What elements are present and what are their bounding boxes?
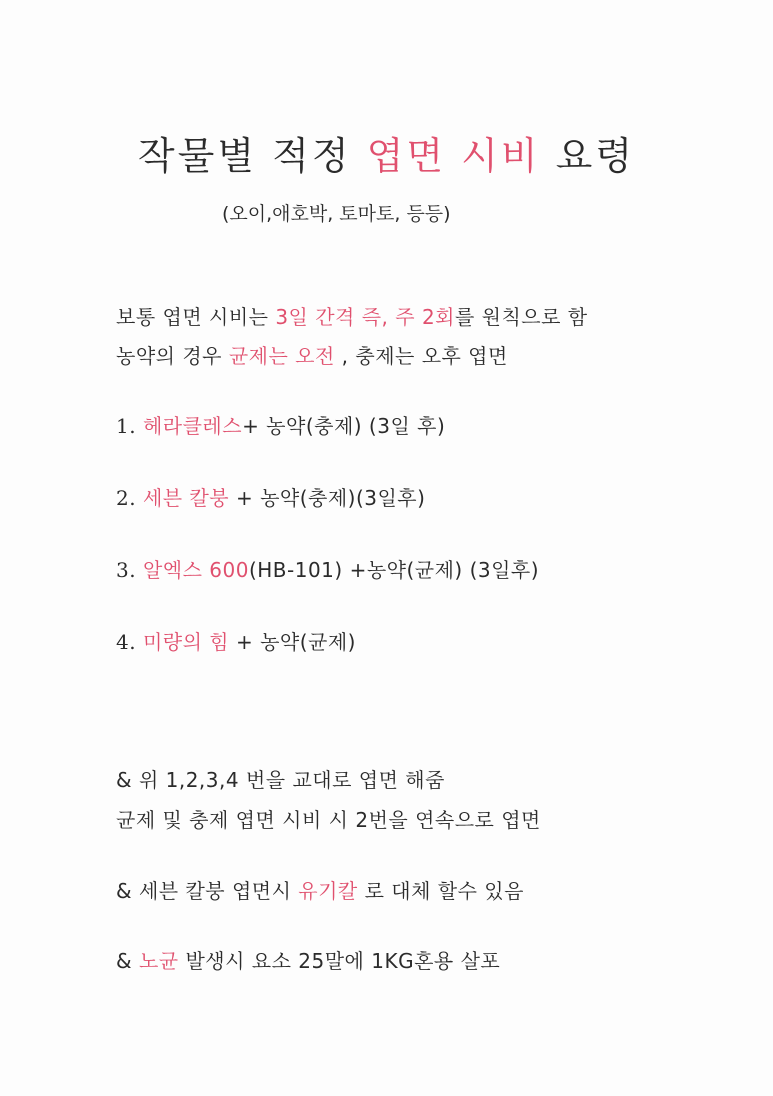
intro-line-1-text: 보통 엽면 시비는: [116, 305, 269, 329]
list-item-text: + 농약(충제)(3일후): [235, 486, 426, 510]
note-1a: & 위 1,2,3,4 번을 교대로 엽면 해줌: [116, 768, 445, 792]
list-item-text: (HB-101) +농약(균제) (3일후): [248, 558, 540, 582]
list-item-text: + 농약(균제): [235, 630, 356, 654]
list-item-2: [116, 483, 425, 513]
note-1b: 균제 및 충제 엽면 시비 시 2번을 연속으로 엽면: [116, 808, 541, 832]
list-item-number: 4.: [116, 630, 137, 654]
note-3: [116, 946, 500, 976]
title-highlight: 엽면 시비: [366, 134, 541, 178]
intro-line-1-highlight: 3일 간격 즉, 주 2회: [275, 305, 455, 329]
intro-line-1-rest: 를 원칙으로 함: [454, 305, 588, 329]
note-2: [116, 876, 524, 906]
note-2-text: & 세븐 칼붕 엽면시: [116, 879, 292, 903]
note-2-rest: 로 대체 할수 있음: [364, 879, 524, 903]
list-item-number: 2.: [116, 486, 137, 510]
list-item-number: 1.: [116, 414, 137, 438]
note-2-highlight: 유기칼: [298, 879, 358, 903]
page-subtitle: (오이,애호박, 토마토, 등등): [222, 203, 451, 225]
list-item-number: 3.: [116, 558, 137, 582]
list-item-highlight: 미량의 힘: [142, 630, 230, 654]
page-title: [0, 128, 773, 184]
list-item-1: [116, 411, 445, 441]
intro-line-2-text: 농약의 경우: [116, 344, 222, 368]
intro-line-2-highlight: 균제는 오전: [228, 344, 335, 368]
intro-line-2-rest: , 충제는 오후 엽면: [341, 344, 508, 368]
note-3-highlight: 노균: [138, 949, 179, 973]
list-item-4: [116, 627, 356, 657]
list-item-highlight: 헤라클레스: [142, 414, 243, 438]
intro-line-1: [116, 302, 588, 332]
title-part1: 작물별 적정: [137, 134, 352, 178]
list-item-3: [116, 555, 539, 585]
title-part2: 요령: [555, 134, 636, 178]
list-item-text: + 농약(충제) (3일 후): [242, 414, 446, 438]
note-3-text: &: [116, 949, 133, 973]
note-3-rest: 발생시 요소 25말에 1KG혼용 살포: [185, 949, 501, 973]
list-item-highlight: 알엑스 600: [142, 558, 249, 582]
intro-line-2: [116, 341, 508, 371]
list-item-highlight: 세븐 칼붕: [142, 486, 230, 510]
